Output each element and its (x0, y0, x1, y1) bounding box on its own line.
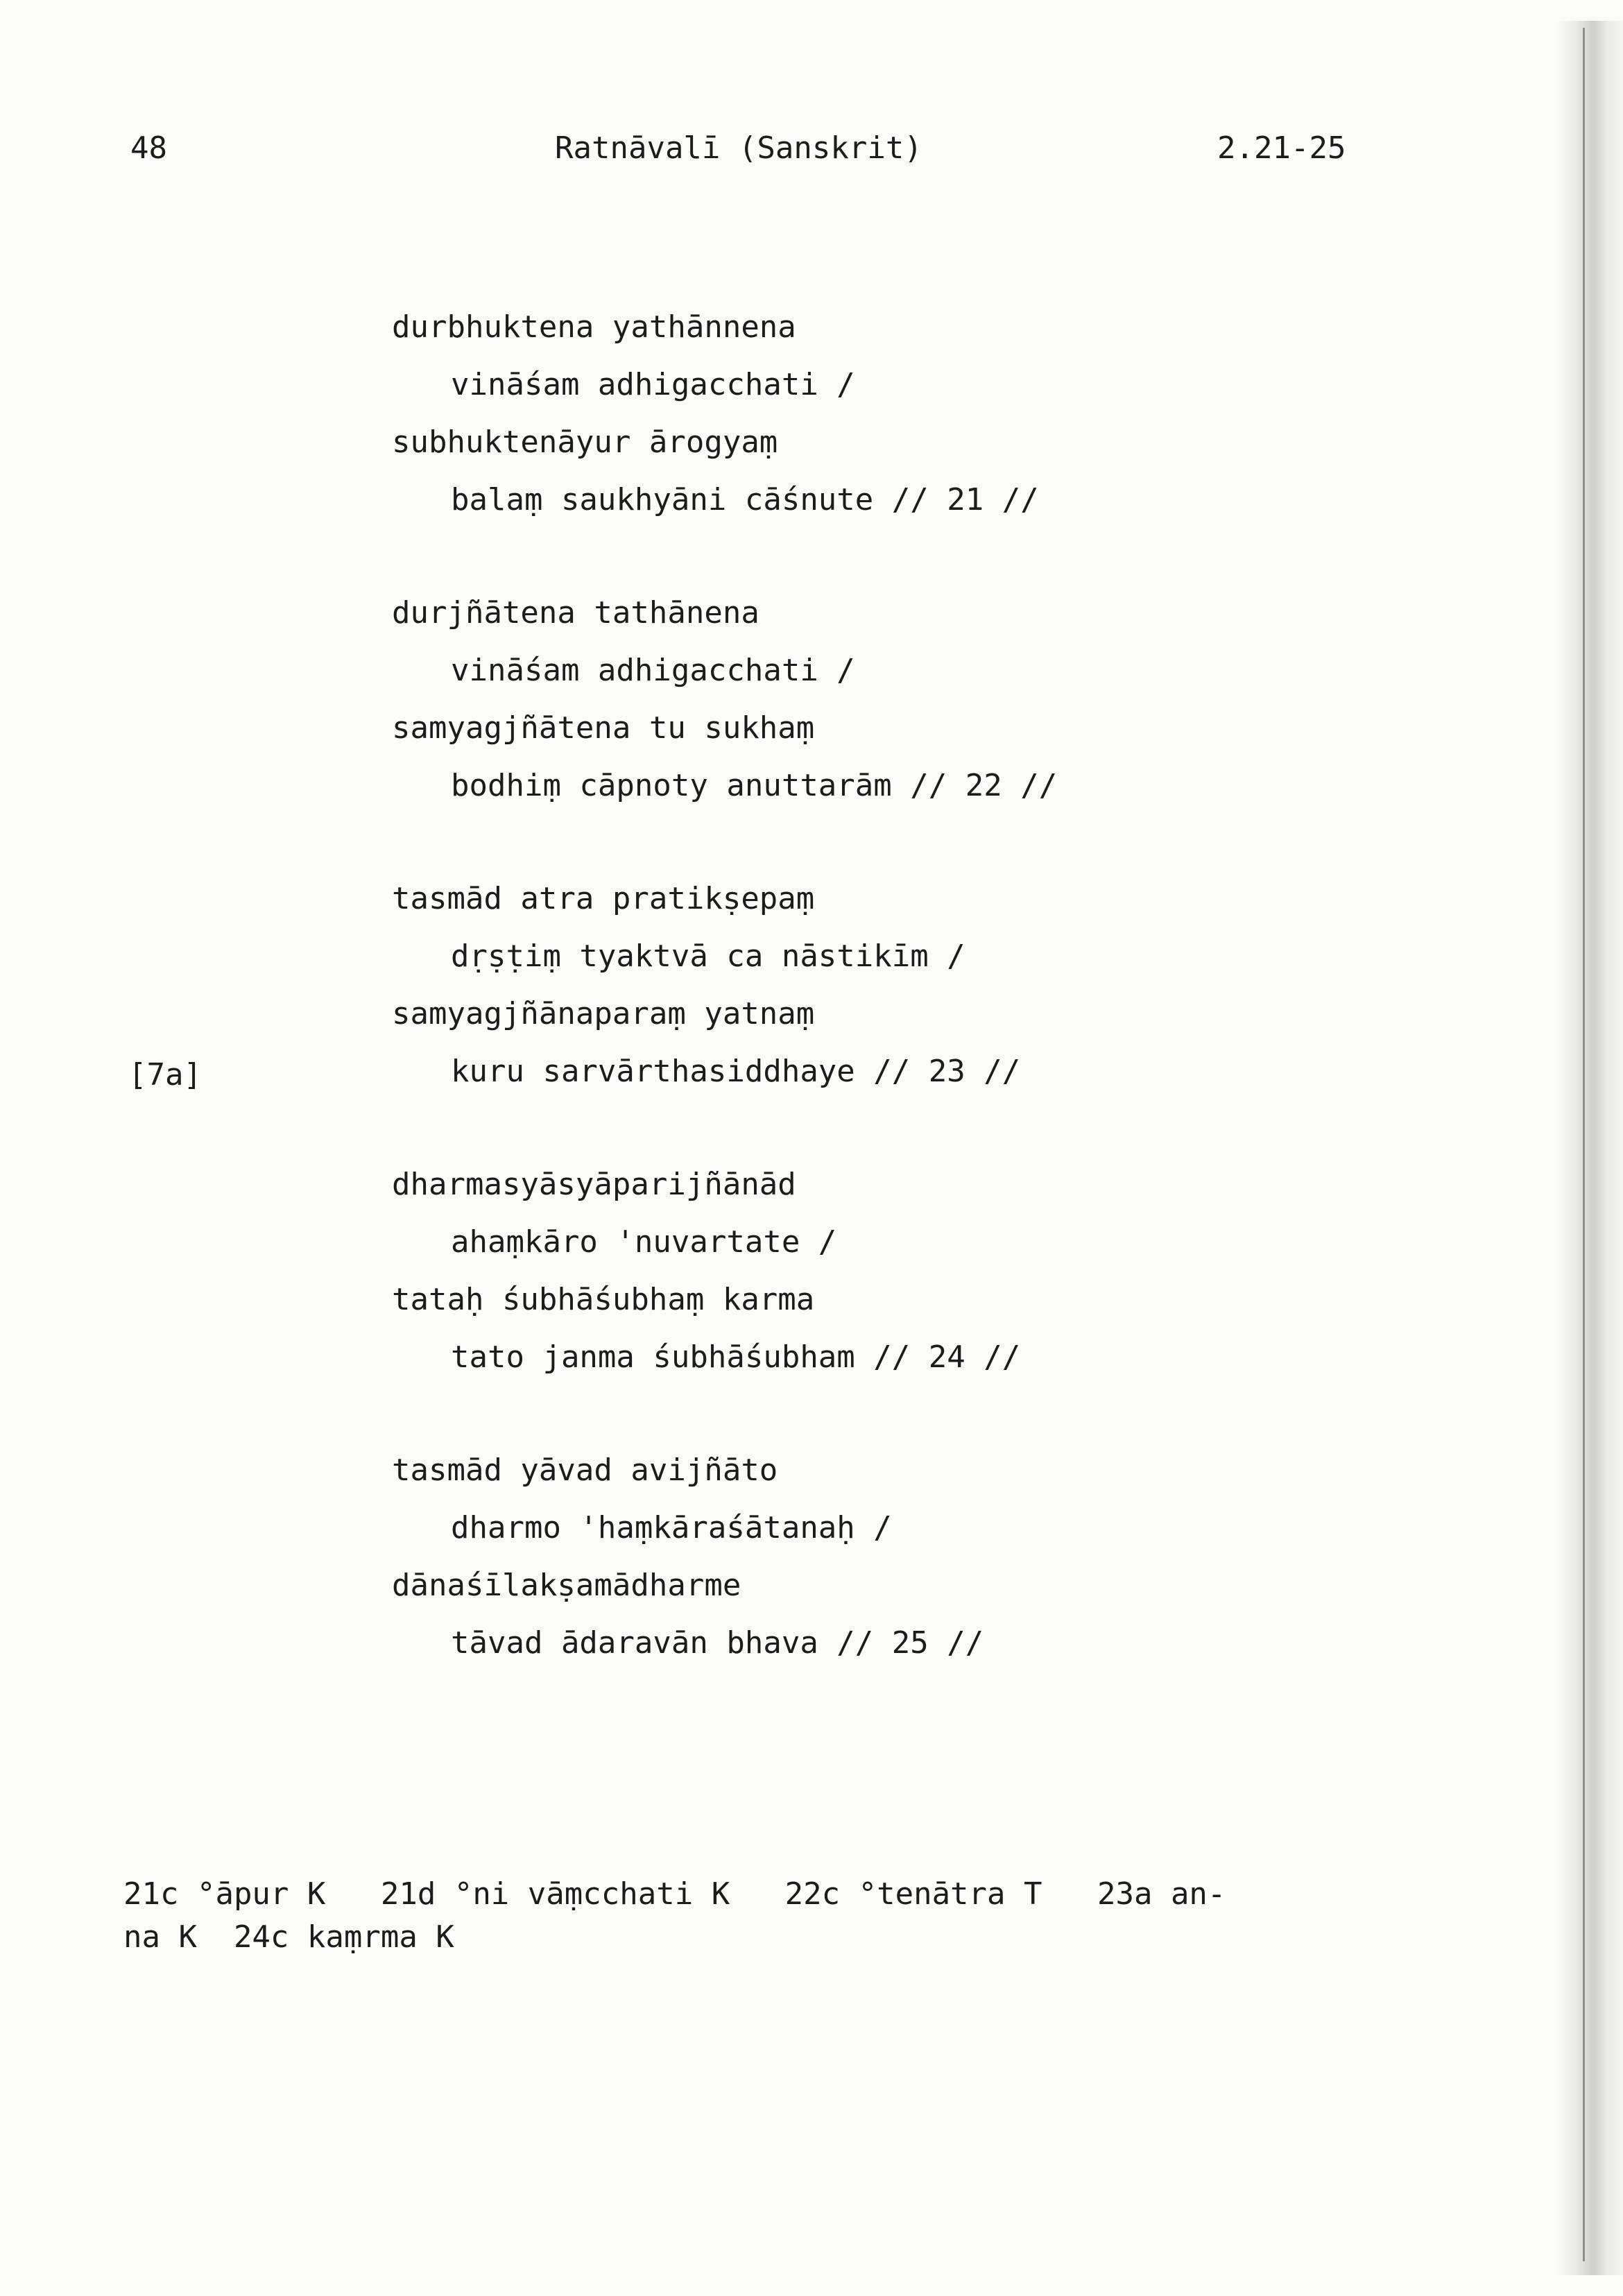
footnotes (123, 1873, 1372, 1959)
verse-line: dṛṣṭiṃ tyaktvā ca nāstikīm / (451, 939, 965, 974)
verse-range: 2.21-25 (1217, 130, 1346, 166)
verse-21 (392, 298, 1294, 529)
folio-marker: [7a] (128, 1057, 202, 1093)
verse-23 (392, 870, 1294, 1100)
page-edge-shadow (1557, 21, 1623, 2275)
verse-22 (392, 584, 1294, 814)
verse-line: vināśam adhigacchati / (451, 367, 855, 402)
verse-line: tasmād atra pratikṣepaṃ (392, 881, 815, 916)
verse-line: tato janma śubhāśubham // 24 // (451, 1339, 1021, 1375)
verse-line: tasmād yāvad avijñāto (392, 1453, 778, 1488)
verse-line: kuru sarvārthasiddhaye // 23 // (451, 1054, 1021, 1089)
verse-line: bodhiṃ cāpnoty anuttarām // 22 // (451, 768, 1058, 803)
verse-line: samyagjñānaparaṃ yatnaṃ (392, 996, 815, 1031)
page-binding-line (1583, 28, 1585, 2261)
verse-line: tataḥ śubhāśubhaṃ karma (392, 1282, 815, 1317)
verse-line: samyagjñātena tu sukhaṃ (392, 710, 815, 746)
verse-line: ahaṃkāro 'nuvartate / (451, 1224, 837, 1260)
verse-line: balaṃ saukhyāni cāśnute // 21 // (451, 482, 1039, 517)
verse-25 (392, 1441, 1294, 1672)
verse-line: dānaśīlakṣamādharme (392, 1568, 741, 1603)
verse-line: dharmasyāsyāparijñānād (392, 1167, 796, 1202)
verse-line: durjñātena tathānena (392, 595, 759, 631)
verse-line: tāvad ādaravān bhava // 25 // (451, 1625, 984, 1661)
verse-block (392, 298, 1294, 1727)
verse-24 (392, 1156, 1294, 1386)
footnote-line: 21c °āpur K 21d °ni vāṃcchati K 22c °tenātra T 23a an- (123, 1876, 1226, 1912)
verse-line: vināśam adhigacchati / (451, 653, 855, 688)
verse-line: dharmo 'haṃkāraśātanaḥ / (451, 1510, 892, 1545)
page-number: 48 (130, 130, 167, 166)
verse-line: subhuktenāyur ārogyaṃ (392, 425, 778, 460)
verse-line: durbhuktena yathānnena (392, 309, 796, 345)
page-header (0, 130, 1623, 172)
running-title: Ratnāvalī (Sanskrit) (555, 130, 922, 166)
footnote-line: na K 24c kaṃrma K (123, 1919, 454, 1955)
